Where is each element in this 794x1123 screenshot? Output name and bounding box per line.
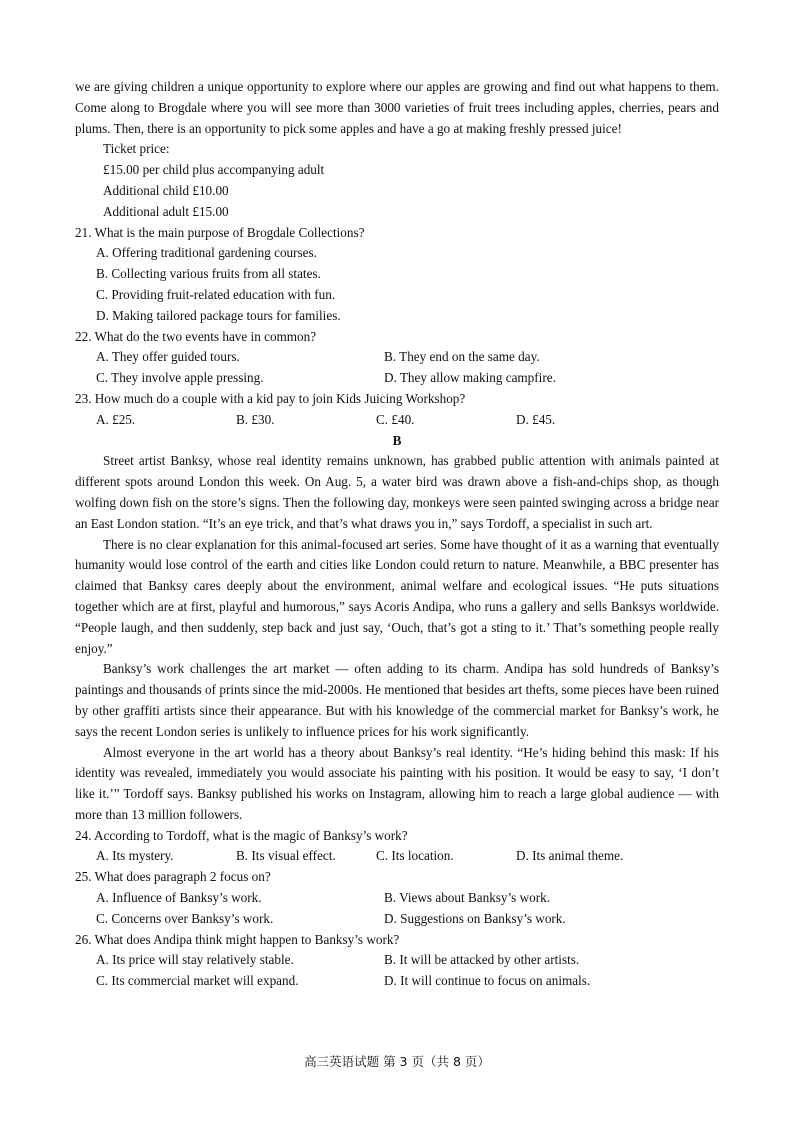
question-23: [75, 389, 719, 431]
option-d: D. Its animal theme.: [516, 848, 624, 864]
option-c: C. Concerns over Banksy’s work.: [96, 910, 274, 926]
question-22: [75, 327, 719, 389]
ticket-line-additional-child: Additional child £10.00: [103, 182, 229, 198]
option-c: C. £40.: [376, 411, 415, 427]
option-a: A. Influence of Banksy’s work.: [96, 890, 262, 906]
option-d: D. £45.: [516, 411, 556, 427]
option-c: C. Providing fruit-related education with fun.: [96, 286, 336, 302]
option-d: D. Making tailored package tours for families.: [96, 307, 341, 323]
option-b: B. Its visual effect.: [236, 848, 336, 864]
option-a: A. Its price will stay relatively stable.: [96, 952, 294, 968]
option-c: C. Its location.: [376, 848, 454, 864]
question-26: [75, 930, 719, 992]
page-footer: 高三英语试题 第 3 页（共 8 页）: [304, 1054, 490, 1069]
passage-paragraph-2: There is no clear explanation for this animal-focused art series. Some have thought of it as a warning that eventually humanity would lose control of the earth and cities like London could return to nature. Meanwhile, a BBC presenter has claimed that Banksy cares deeply about the environment, animal welfare and ecological issues. “He puts situations together which are at first, playful and humorous,” says Acoris Andipa, who runs a gallery and sells Banksys worldwide. “People laugh, and then suddenly, step back and just say, ‘Ouch, that’s got a sting to it.’ That’s something people really enjoy.”: [75, 536, 719, 656]
ticket-line-additional-adult: Additional adult £15.00: [103, 203, 229, 219]
option-a: A. They offer guided tours.: [96, 349, 240, 365]
question-stem: 25. What does paragraph 2 focus on?: [75, 869, 271, 885]
option-b: B. Collecting various fruits from all states.: [96, 266, 321, 282]
passage-b: [75, 451, 719, 825]
option-a: A. Offering traditional gardening courses.: [96, 245, 317, 261]
intro-paragraph: we are giving children a unique opportunity to explore where our apples are growing and find out what happens to them. Come along to Brogdale where you will see more than 3000 varieties of fruit trees including apples, cherries, pears and plums. Then, there is an opportunity to pick some apples and have a go at making freshly pressed juice!: [75, 79, 719, 136]
option-b: B. It will be attacked by other artists.: [384, 952, 580, 968]
option-d: D. They allow making campfire.: [384, 370, 556, 386]
question-24: [75, 826, 719, 868]
question-21: [75, 223, 719, 327]
option-b: B. Views about Banksy’s work.: [384, 890, 551, 906]
option-c: C. They involve apple pressing.: [96, 370, 264, 386]
ticket-line-child: £15.00 per child plus accompanying adult: [103, 162, 325, 178]
question-stem: 21. What is the main purpose of Brogdale Collections?: [75, 224, 365, 240]
passage-paragraph-1: Street artist Banksy, whose real identity remains unknown, has grabbed public attention with animals painted at different spots around London this week. On Aug. 5, a water bird was drawn above a fish-and-chips shop, as though wolfing down fish on the store’s signs. Then the following day, monkeys were seen painted swinging across a bridge near an East London station. “It’s an eye trick, and that’s what draws you in,” says Tordoff, a specialist in such art.: [75, 453, 719, 531]
option-a: A. £25.: [96, 411, 136, 427]
option-a: A. Its mystery.: [96, 848, 174, 864]
question-stem: 24. According to Tordoff, what is the magic of Banksy’s work?: [75, 827, 408, 843]
option-d: D. It will continue to focus on animals.: [384, 973, 591, 989]
question-25: [75, 867, 719, 929]
passage-paragraph-3: Banksy’s work challenges the art market — often adding to its charm. Andipa has sold hundreds of Banksy’s paintings and thousands of prints since the mid-2000s. He mentioned that besides art thefts, some pieces have been ruined by other graffiti artists since their appearance. But with his knowledge of the commercial market for Banksy’s work, he says the recent London series is unlikely to influence prices for his work significantly.: [75, 661, 719, 739]
exam-page: [75, 77, 719, 992]
option-c: C. Its commercial market will expand.: [96, 973, 299, 989]
option-b: B. £30.: [236, 411, 275, 427]
option-d: D. Suggestions on Banksy’s work.: [384, 910, 566, 926]
question-stem: 26. What does Andipa think might happen to Banksy’s work?: [75, 931, 400, 947]
ticket-price-block: [75, 139, 719, 222]
question-stem: 23. How much do a couple with a kid pay to join Kids Juicing Workshop?: [75, 390, 466, 406]
option-b: B. They end on the same day.: [384, 349, 540, 365]
passage-paragraph-4: Almost everyone in the art world has a theory about Banksy’s real identity. “He’s hiding behind this mask: If his identity was revealed, immediately you would associate his painting with his position. It would be easy to say, ‘I don’t like it.’” Tordoff says. Banksy published his works on Instagram, allowing him to reach a large global audience — with more than 13 million followers.: [75, 744, 719, 822]
ticket-label: Ticket price:: [103, 141, 170, 157]
section-heading-b: B: [392, 432, 402, 448]
question-stem: 22. What do the two events have in common?: [75, 328, 317, 344]
